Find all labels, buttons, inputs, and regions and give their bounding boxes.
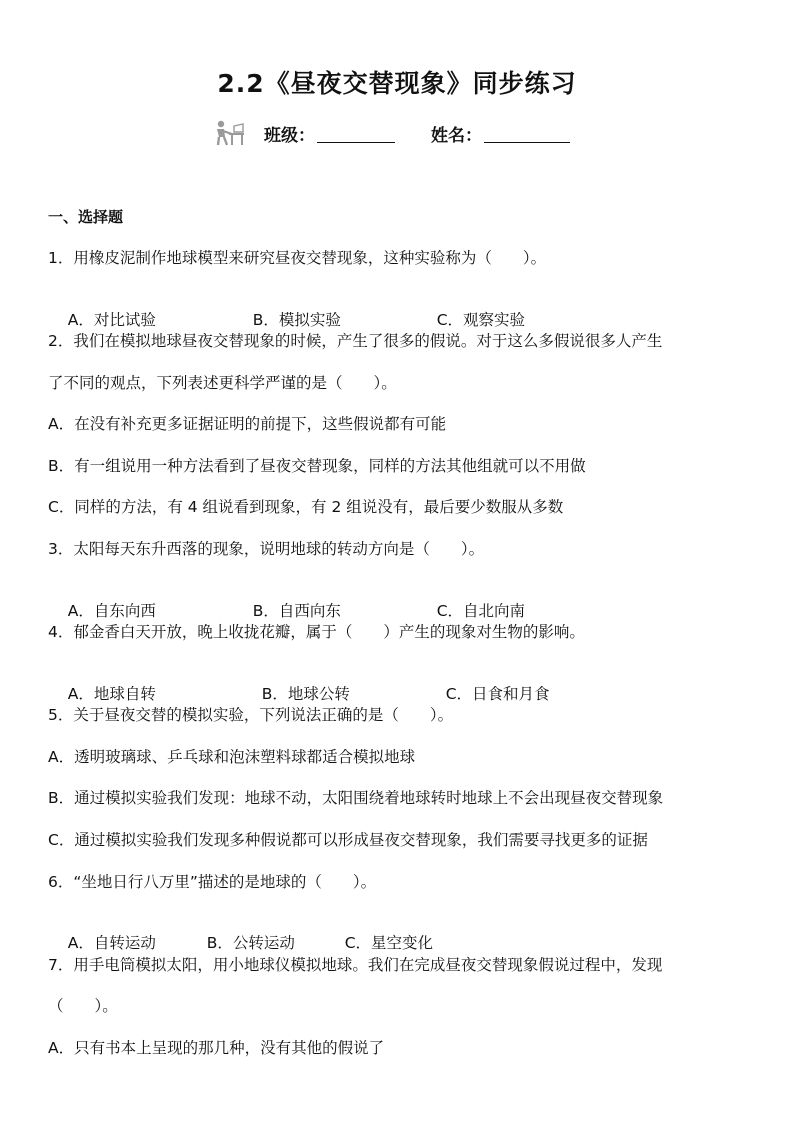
question-2-option-a: A．在没有补充更多证据证明的前提下，这些假说都有可能: [48, 415, 447, 433]
option-c: C．观察实验: [436, 311, 526, 329]
class-blank[interactable]: [317, 124, 395, 143]
question-2-line-1: 2．我们在模拟地球昼夜交替现象的时候，产生了很多的假说。对于这么多假说很多人产生: [48, 332, 663, 350]
student-at-desk-icon: [212, 119, 246, 147]
student-info-row: [212, 118, 570, 148]
name-label: 姓名：: [431, 125, 482, 146]
option-c: C．日食和月食: [445, 685, 550, 703]
question-5-option-c: C．通过模拟实验我们发现多种假说都可以形成昼夜交替现象，我们需要寻找更多的证据: [48, 831, 648, 849]
option-b: B．地球公转: [261, 685, 350, 703]
question-1: 1．用橡皮泥制作地球模型来研究昼夜交替现象，这种实验称为（ ）。: [48, 249, 547, 267]
class-label: 班级：: [264, 125, 315, 146]
question-3: 3．太阳每天东升西落的现象，说明地球的转动方向是（ ）。: [48, 540, 485, 558]
question-2-option-b: B．有一组说用一种方法看到了昼夜交替现象，同样的方法其他组就可以不用做: [48, 457, 586, 475]
question-7-line-2: （ ）。: [48, 997, 118, 1015]
option-c: C．自北向南: [436, 602, 526, 620]
question-4: 4．郁金香白天开放，晚上收拢花瓣，属于（ ）产生的现象对生物的影响。: [48, 623, 585, 641]
question-7-option-a: A．只有书本上呈现的那几种，没有其他的假说了: [48, 1039, 385, 1057]
question-5-option-a: A．透明玻璃球、乒乓球和泡沫塑料球都适合模拟地球: [48, 748, 416, 766]
option-a: A．自东向西: [67, 602, 156, 620]
option-b: B．自西向东: [252, 602, 341, 620]
option-b: B．模拟实验: [252, 311, 341, 329]
question-7-line-1: 7．用手电筒模拟太阳，用小地球仪模拟地球。我们在完成昼夜交替现象假说过程中，发现: [48, 956, 663, 974]
name-blank[interactable]: [484, 124, 570, 143]
question-5: 5．关于昼夜交替的模拟实验，下列说法正确的是（ ）。: [48, 706, 454, 724]
question-2-option-c: C．同样的方法，有 4 组说看到现象，有 2 组说没有，最后要少数服从多数: [48, 498, 564, 516]
option-a: A．自转运动: [67, 934, 156, 952]
option-b: B．公转运动: [206, 934, 295, 952]
page-title: 2.2《昼夜交替现象》同步练习: [217, 69, 577, 98]
question-5-option-b: B．通过模拟实验我们发现：地球不动，太阳围绕着地球转时地球上不会出现昼夜交替现象: [48, 789, 664, 807]
question-2-line-2: 了不同的观点，下列表述更科学严谨的是（ ）。: [48, 374, 397, 392]
option-c: C．星空变化: [344, 934, 434, 952]
option-a: A．地球自转: [67, 685, 156, 703]
question-6: 6．“坐地日行八万里”描述的是地球的（ ）。: [48, 873, 377, 891]
option-a: A．对比试验: [67, 311, 156, 329]
section-heading: 一、选择题: [48, 208, 124, 226]
